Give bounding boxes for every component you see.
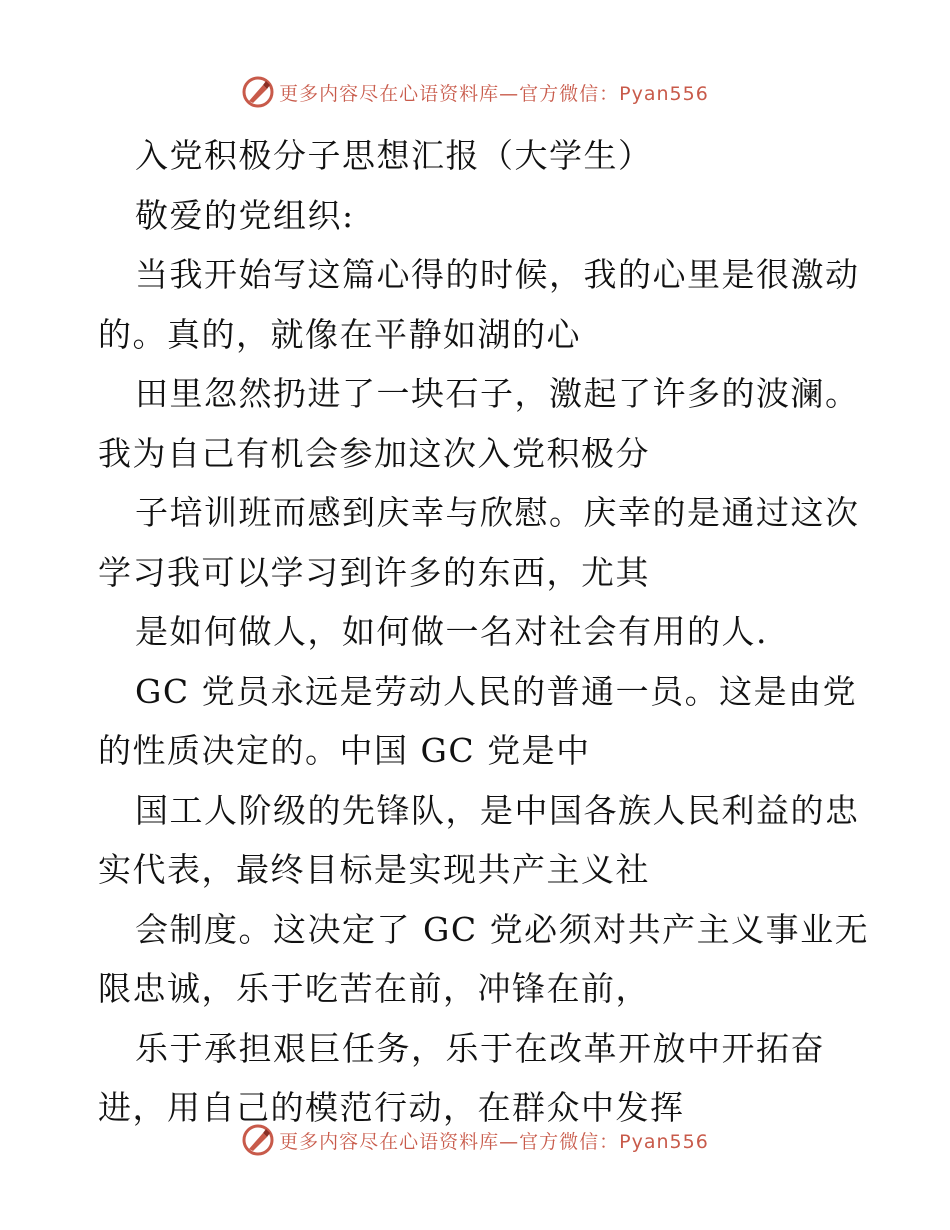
pen-logo-icon bbox=[241, 1123, 275, 1157]
text-line: 的性质决定的。中国 GC 党是中 bbox=[98, 731, 591, 770]
watermark-text: 更多内容尽在心语资料库—官方微信：Pyan556 bbox=[279, 82, 709, 105]
text-line: 学习我可以学习到许多的东西，尤其 bbox=[98, 552, 650, 592]
text-line: 我为自己有机会参加这次入党积极分 bbox=[98, 433, 650, 473]
document-title: 入党积极分子思想汇报（大学生） bbox=[135, 136, 653, 175]
salutation: 敬爱的党组织: bbox=[135, 195, 355, 235]
text-line: 子培训班而感到庆幸与欣慰。庆幸的是通过这次 bbox=[135, 493, 860, 532]
pen-logo-icon bbox=[241, 75, 275, 109]
watermark-text: 更多内容尽在心语资料库—官方微信：Pyan556 bbox=[279, 1130, 709, 1153]
text-line: 限忠诚，乐于吃苦在前，冲锋在前， bbox=[98, 969, 650, 1008]
text-line: 进，用自己的模范行动，在群众中发挥 bbox=[98, 1088, 685, 1127]
footer-watermark-banner bbox=[0, 1120, 950, 1160]
text-line: 当我开始写这篇心得的时候，我的心里是很激动 bbox=[135, 255, 860, 294]
text-line: GC 党员永远是劳动人民的普通一员。这是由党 bbox=[135, 671, 858, 711]
text-line: 是如何做人，如何做一名对社会有用的人. bbox=[135, 612, 768, 651]
text-line: 实代表，最终目标是实现共产主义社 bbox=[98, 850, 650, 889]
text-line: 国工人阶级的先锋队，是中国各族人民利益的忠 bbox=[135, 790, 860, 830]
text-line: 的。真的，就像在平静如湖的心 bbox=[98, 314, 581, 354]
header-watermark-banner bbox=[0, 72, 950, 112]
text-line: 会制度。这决定了 GC 党必须对共产主义事业无 bbox=[135, 909, 870, 949]
document-body bbox=[98, 126, 870, 1138]
text-line: 乐于承担艰巨任务，乐于在改革开放中开拓奋 bbox=[135, 1028, 825, 1068]
text-line: 田里忽然扔进了一块石子，激起了许多的波澜。 bbox=[135, 374, 860, 413]
